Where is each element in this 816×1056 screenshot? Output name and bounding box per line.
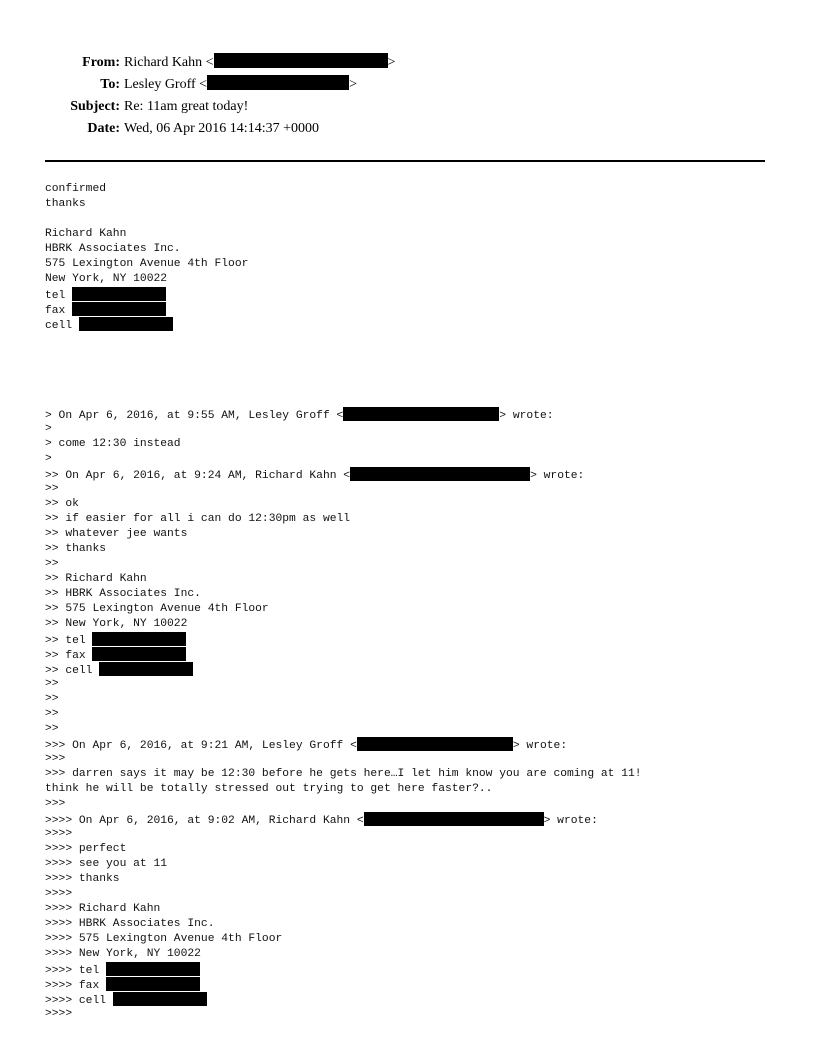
subject-label: Subject: <box>70 99 120 114</box>
wrote-suffix: > wrote: <box>530 470 585 482</box>
body-line: >>>> Richard Kahn <box>45 903 161 915</box>
wrote-suffix: > wrote: <box>512 740 568 752</box>
redacted-phone <box>113 992 207 1006</box>
tel-line <box>45 962 765 977</box>
wrote-suffix: > wrote: <box>543 815 598 827</box>
body-line: >>> <box>45 753 66 765</box>
body-line: think he will be totally stressed out trying to get here faster?.. <box>45 783 493 795</box>
tel-label: >> tel <box>45 635 93 647</box>
body-line: HBRK Associates Inc. <box>45 243 181 255</box>
from-row <box>0 53 400 73</box>
body-line: thanks <box>45 198 86 210</box>
fax-label: >>>> fax <box>45 980 107 992</box>
redacted-email <box>207 75 349 90</box>
body-line: > <box>45 453 52 465</box>
date-label: Date: <box>87 121 120 136</box>
fax-line <box>45 302 765 317</box>
attribution-text: >>> On Apr 6, 2016, at 9:21 AM, Lesley Groff < <box>45 740 357 752</box>
body-line: >>>> <box>45 888 73 900</box>
body-line: New York, NY 10022 <box>45 273 168 285</box>
tel-line <box>45 287 765 302</box>
body-line: >>>> thanks <box>45 873 120 885</box>
body-line <box>45 392 765 407</box>
fax-label: fax <box>45 305 73 317</box>
redacted-email <box>350 467 530 481</box>
body-line: >> thanks <box>45 543 107 555</box>
redacted-email <box>364 812 544 826</box>
quote-attribution <box>45 467 765 482</box>
fax-line <box>45 977 765 992</box>
to-label: To: <box>100 77 120 92</box>
body-line: >>>> <box>45 1008 73 1020</box>
body-line: >> <box>45 558 59 570</box>
wrote-suffix: > wrote: <box>499 410 554 422</box>
body-line: >>>> perfect <box>45 843 127 855</box>
subject-row <box>0 97 400 117</box>
redacted-phone <box>79 317 173 331</box>
redacted-phone <box>92 647 186 661</box>
cell-line <box>45 992 765 1007</box>
redacted-phone <box>72 302 166 316</box>
email-body <box>45 182 765 1022</box>
body-line: >>>> HBRK Associates Inc. <box>45 918 215 930</box>
tel-label: tel <box>45 290 73 302</box>
bracket-close: > <box>387 55 396 70</box>
redacted-email <box>357 737 513 751</box>
to-row <box>0 75 400 95</box>
cell-line <box>45 662 765 677</box>
tel-label: >>>> tel <box>45 965 107 977</box>
body-line: >>>> 575 Lexington Avenue 4th Floor <box>45 933 283 945</box>
body-line: > <box>45 423 52 435</box>
attribution-text: >> On Apr 6, 2016, at 9:24 AM, Richard Kahn < <box>45 470 351 482</box>
date-row <box>0 119 400 139</box>
body-line: > come 12:30 instead <box>45 438 181 450</box>
body-line: >> <box>45 723 59 735</box>
attribution-text: > On Apr 6, 2016, at 9:55 AM, Lesley Groff < <box>45 410 344 422</box>
body-line: >>> <box>45 798 66 810</box>
redacted-phone <box>106 977 200 991</box>
body-line <box>45 347 765 362</box>
body-line: >> <box>45 708 59 720</box>
body-line: >> <box>45 483 59 495</box>
body-line: >> whatever jee wants <box>45 528 188 540</box>
body-line: >> Richard Kahn <box>45 573 147 585</box>
body-line: >>>> <box>45 828 73 840</box>
fax-line <box>45 647 765 662</box>
from-name: Richard Kahn < <box>124 55 214 70</box>
from-label: From: <box>82 55 120 70</box>
bracket-close: > <box>349 77 357 92</box>
redacted-phone <box>72 287 166 301</box>
body-line: Richard Kahn <box>45 228 127 240</box>
body-line: >>>> see you at 11 <box>45 858 168 870</box>
attribution-text: >>>> On Apr 6, 2016, at 9:02 AM, Richard Kahn < <box>45 815 364 827</box>
cell-label: cell <box>45 320 79 332</box>
quote-attribution <box>45 812 765 827</box>
to-name: Lesley Groff < <box>124 77 208 92</box>
body-line: >> New York, NY 10022 <box>45 618 188 630</box>
body-line <box>45 212 765 227</box>
redacted-email <box>343 407 499 421</box>
body-line <box>45 362 765 377</box>
redacted-phone <box>106 962 200 976</box>
header-divider <box>45 160 765 162</box>
body-line: >> ok <box>45 498 79 510</box>
redacted-phone <box>99 662 193 676</box>
body-line: confirmed <box>45 183 107 195</box>
subject-text: Re: 11am great today! <box>124 99 249 114</box>
date-text: Wed, 06 Apr 2016 14:14:37 +0000 <box>124 121 319 136</box>
body-line: >> if easier for all i can do 12:30pm as well <box>45 513 351 525</box>
body-line: >> <box>45 693 59 705</box>
body-line: 575 Lexington Avenue 4th Floor <box>45 258 249 270</box>
body-line: >>>> New York, NY 10022 <box>45 948 201 960</box>
body-line <box>45 332 765 347</box>
redacted-phone <box>92 632 186 646</box>
tel-line <box>45 632 765 647</box>
cell-line <box>45 317 765 332</box>
redacted-email <box>214 53 388 68</box>
body-line <box>45 377 765 392</box>
cell-label: >>>> cell <box>45 995 113 1007</box>
body-line: >> HBRK Associates Inc. <box>45 588 201 600</box>
quote-attribution <box>45 407 765 422</box>
body-line: >> 575 Lexington Avenue 4th Floor <box>45 603 269 615</box>
quote-attribution <box>45 737 765 752</box>
fax-label: >> fax <box>45 650 93 662</box>
body-line: >> <box>45 678 59 690</box>
body-line: >>> darren says it may be 12:30 before he gets here…I let him know you are coming at 11! <box>45 768 642 780</box>
cell-label: >> cell <box>45 665 100 677</box>
